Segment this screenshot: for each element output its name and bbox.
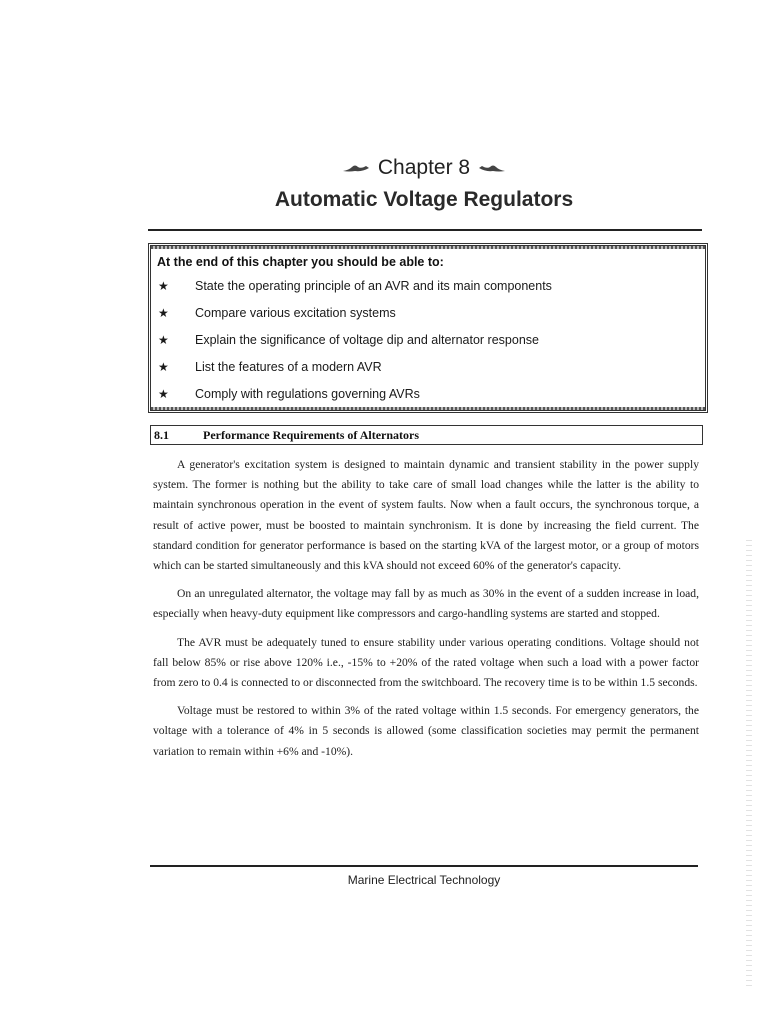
objective-text: Explain the significance of voltage dip and alternator response: [195, 333, 539, 347]
objective-text: Comply with regulations governing AVRs: [195, 387, 420, 401]
objective-item: [151, 279, 705, 306]
objective-text: Compare various excitation systems: [195, 306, 396, 320]
objective-item: [151, 306, 705, 333]
star-bullet-icon: ★: [158, 387, 169, 401]
ornament-right-icon: [478, 163, 506, 173]
star-bullet-icon: ★: [158, 333, 169, 347]
section-title: Performance Requirements of Alternators: [203, 428, 420, 442]
title-rule: [148, 229, 702, 231]
chapter-title: Automatic Voltage Regulators: [274, 188, 574, 211]
objective-text: List the features of a modern AVR: [195, 360, 382, 374]
objectives-list: [151, 279, 705, 414]
objective-text: State the operating principle of an AVR and its main components: [195, 279, 552, 293]
footer-text: Marine Electrical Technology: [347, 873, 501, 887]
objectives-box: [148, 243, 708, 413]
section-header: [150, 425, 703, 445]
paragraph: On an unregulated alternator, the voltage may fall by as much as 30% in the event of a sudden increase in load, especially when heavy-duty equipment like compressors and cargo-handling systems are started and stopped.: [153, 587, 699, 621]
chapter-label-text: Chapter 8: [377, 156, 471, 179]
star-bullet-icon: ★: [158, 360, 169, 374]
ornament-left-icon: [342, 163, 370, 173]
body-text: [153, 455, 699, 770]
scan-edge-speckle: [746, 540, 752, 990]
star-bullet-icon: ★: [158, 279, 169, 293]
chapter-label: [0, 156, 768, 180]
footer-rule: [150, 865, 698, 867]
paragraph: The AVR must be adequately tuned to ensure stability under various operating conditions. Voltage should not fall below 85% or rise above 120% i.e., -15% to +20% of the rated voltage when such a load with a power factor from zero to 0.4 is connected to or disconnected from the switchboard. The recovery time is to be within 1.5 seconds.: [153, 635, 699, 690]
paragraph: Voltage must be restored to within 3% of the rated voltage within 1.5 seconds. For emergency generators, the voltage with a tolerance of 4% in 5 seconds is allowed (some classification societies may permit the permanent variation to remain within +6% and -10%).: [153, 704, 699, 758]
objective-item: [151, 333, 705, 360]
objective-item: [151, 387, 705, 414]
star-bullet-icon: ★: [158, 306, 169, 320]
objectives-heading: At the end of this chapter you should be able to:: [157, 255, 444, 269]
paragraph: A generator's excitation system is designed to maintain dynamic and transient stability in the power supply system. The former is nothing but the ability to take care of small load changes while the latter is the ability to maintain synchronous operation in the event of system faults. Now when a fault occurs, the synchronous torque, a result of active power, must be boosted to maintain synchronism. It is done by increasing the field current. The standard condition for generator performance is based on the starting kVA of the largest motor, or a group of motors which can be started simultaneously and this kVA should not exceed 60% of the generator's capacity.: [153, 458, 699, 573]
objective-item: [151, 360, 705, 387]
section-number: 8.1: [154, 428, 169, 442]
